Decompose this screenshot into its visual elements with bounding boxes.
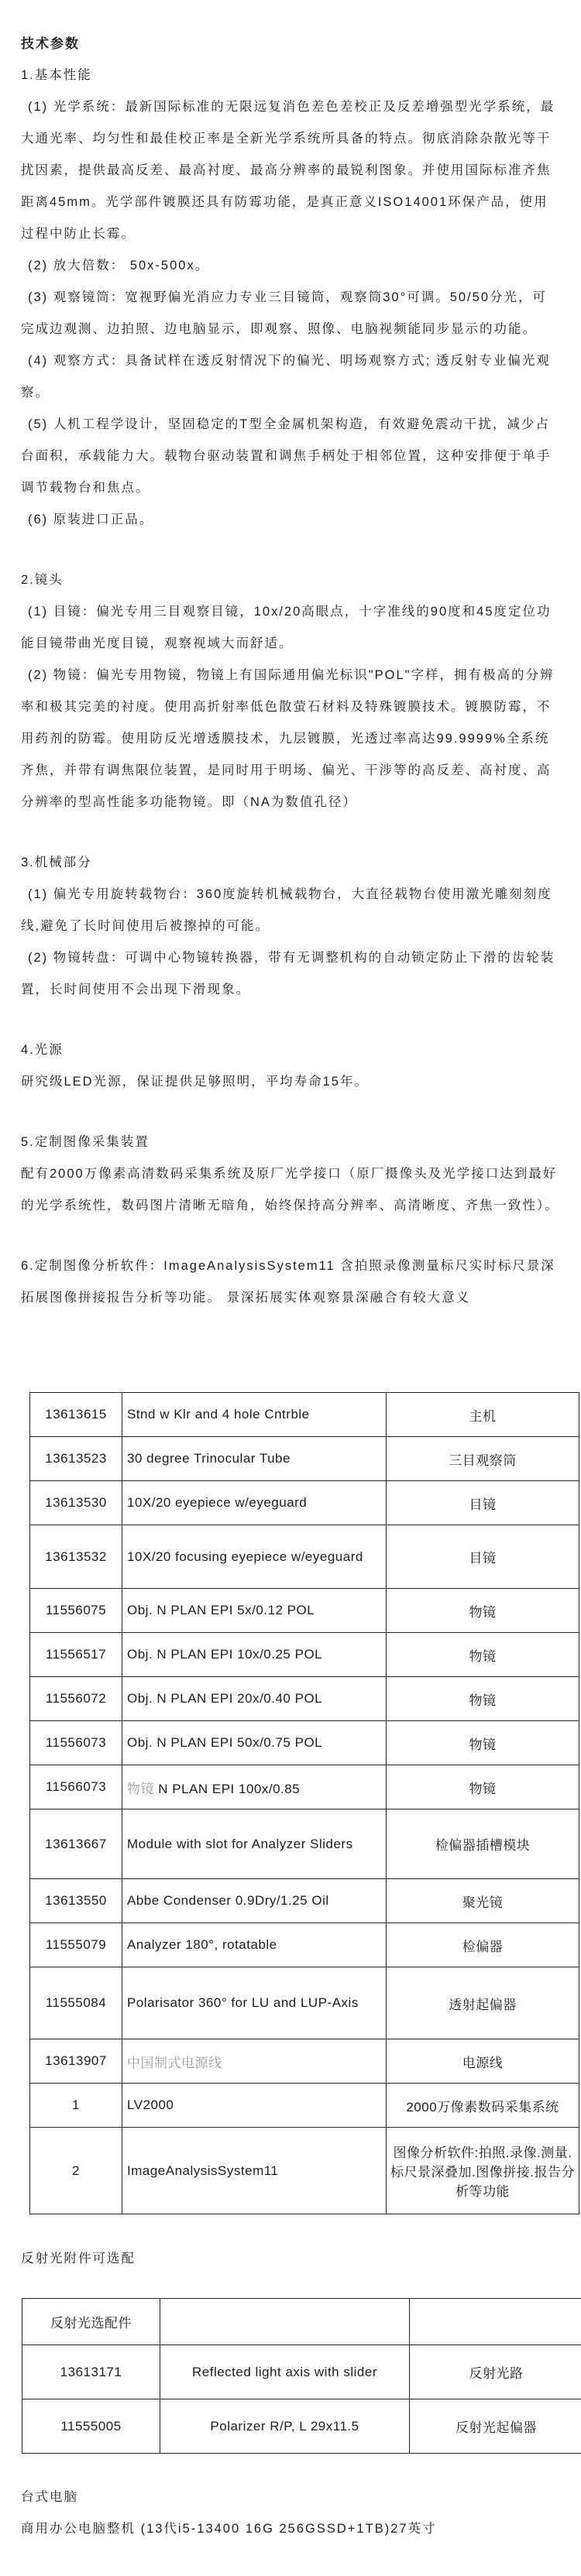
part-description-cell: Module with slot for Analyzer Sliders bbox=[122, 1809, 387, 1879]
desktop-pc-spec: 商用办公电脑整机 (13代i5-13400 16G 256GSSD+1TB)27英寸 bbox=[21, 2513, 561, 2545]
table-row bbox=[30, 2084, 579, 2128]
part-description-cell: Obj. N PLAN EPI 20x/0.40 POL bbox=[122, 1677, 387, 1721]
accessories-header-cell-empty bbox=[410, 2299, 581, 2345]
part-name-cell: 物镜 bbox=[387, 1721, 579, 1765]
part-name-cell: 反射光路 bbox=[410, 2345, 581, 2399]
table-row bbox=[30, 1633, 579, 1677]
accessories-table bbox=[22, 2298, 581, 2454]
table-row bbox=[30, 1589, 579, 1633]
paragraph: 配有2000万像素高清数码采集系统及原厂光学接口（原厂摄像头及光学接口达到最好的光学系统性，数码图片清晰无暗角，始终保持高分辨率、高清晰度、齐焦一致性）。 bbox=[21, 1158, 561, 1222]
paragraph: (2) 物镜：偏光专用物镜，物镜上有国际通用偏光标识"POL"字样，拥有极高的分辨率和极其完美的衬度。使用高折射率低色散萤石材料及特殊镀膜技术。镀膜防霉，不用药剂的防霉。使用防反光增透膜技术，九层镀膜，光透过率高达99.9999%全系统齐焦，并带有调焦限位装置，是同时用于明场、偏光、干涉等的高反差、高衬度、高分辨率的型高性能多功能物镜。即（NA为数值孔径） bbox=[21, 660, 561, 818]
parts-table bbox=[29, 1392, 579, 2214]
table-row bbox=[30, 1677, 579, 1721]
table-row bbox=[22, 2399, 581, 2454]
table-row bbox=[30, 1879, 579, 1923]
section-basic-performance bbox=[21, 60, 561, 536]
part-description-cell: Analyzer 180°, rotatable bbox=[122, 1923, 387, 1967]
section-mechanical bbox=[21, 847, 561, 1006]
accessories-header-cell-empty bbox=[160, 2299, 410, 2345]
section-heading: 2.镜头 bbox=[21, 564, 561, 596]
desktop-pc-heading: 台式电脑 bbox=[21, 2482, 561, 2513]
part-description-cell: Stnd w Klr and 4 hole Cntrble bbox=[122, 1393, 387, 1437]
paragraph: (2) 物镜转盘：可调中心物镜转换器，带有无调整机构的自动锁定防止下滑的齿轮装置，长时间使用不会出现下滑现象。 bbox=[21, 942, 561, 1006]
part-code-cell: 13613530 bbox=[30, 1481, 122, 1525]
part-name-cell: 透射起偏器 bbox=[387, 1967, 579, 2039]
section-heading: 5.定制图像采集装置 bbox=[21, 1127, 561, 1158]
part-description-cell bbox=[122, 1765, 387, 1809]
paragraph: (2) 放大倍数： 50x-500x。 bbox=[21, 250, 561, 282]
part-code-cell: 11556072 bbox=[30, 1677, 122, 1721]
paragraph: (1) 光学系统：最新国际标准的无限远复消色差色差校正及反差增强型光学系统，最大通光率、均匀性和最佳校正率是全新光学系统所具备的特点。彻底消除杂散光等干扰因素，提供最高反差、最高衬度、最高分辨率的最锐利图象。并使用国际标准齐焦距离45mm。光学部件镀膜还具有防霉功能，是真正意义ISO14001环保产品，使用过程中防止长霉。 bbox=[21, 91, 561, 250]
table-row bbox=[30, 1809, 579, 1879]
part-code-cell: 1 bbox=[30, 2084, 122, 2128]
table-row bbox=[30, 1481, 579, 1525]
part-code-cell: 13613532 bbox=[30, 1525, 122, 1589]
paragraph: 研究级LED光源，保证提供足够照明，平均寿命15年。 bbox=[21, 1066, 561, 1098]
part-name-cell: 物镜 bbox=[387, 1633, 579, 1677]
part-code-cell: 13613523 bbox=[30, 1437, 122, 1481]
paragraph: (5) 人机工程学设计，坚固稳定的T型全金属机架构造，有效避免震动干扰，减少占台面积，承载能力大。载物台驱动装置和调焦手柄处于相邻位置，这种安排便于单手调节载物台和焦点。 bbox=[21, 409, 561, 504]
table-row bbox=[30, 1525, 579, 1589]
part-description-cell: 30 degree Trinocular Tube bbox=[122, 1437, 387, 1481]
part-code-cell: 13613907 bbox=[30, 2039, 122, 2084]
table-row bbox=[30, 1967, 579, 2039]
part-name-cell: 检偏器 bbox=[387, 1923, 579, 1967]
table-header-row bbox=[22, 2299, 581, 2345]
part-code-cell: 11555005 bbox=[22, 2399, 160, 2454]
part-description-text: N PLAN EPI 100x/0.85 bbox=[158, 1782, 300, 1796]
part-description-cell: Polarizer R/P, L 29x11.5 bbox=[160, 2399, 410, 2454]
section-heading: 4.光源 bbox=[21, 1034, 561, 1066]
part-code-cell: 13613667 bbox=[30, 1809, 122, 1879]
part-code-cell: 11556517 bbox=[30, 1633, 122, 1677]
part-description-cell: LV2000 bbox=[122, 2084, 387, 2128]
table-row bbox=[30, 1721, 579, 1765]
table-row bbox=[30, 2039, 579, 2084]
part-name-cell: 三目观察筒 bbox=[387, 1437, 579, 1481]
part-description-cell: Polarisator 360° for LU and LUP-Axis bbox=[122, 1967, 387, 2039]
part-name-cell: 目镜 bbox=[387, 1525, 579, 1589]
optional-accessories-heading: 反射光附件可选配 bbox=[21, 2243, 561, 2275]
part-name-cell: 物镜 bbox=[387, 1765, 579, 1809]
table-row bbox=[30, 2128, 579, 2214]
accessories-header-cell: 反射光选配件 bbox=[22, 2299, 160, 2345]
part-code-cell: 2 bbox=[30, 2128, 122, 2214]
table-row bbox=[22, 2345, 581, 2399]
table-row bbox=[30, 1923, 579, 1967]
part-code-cell: 11556075 bbox=[30, 1589, 122, 1633]
section-heading: 3.机械部分 bbox=[21, 847, 561, 879]
part-code-cell: 11555084 bbox=[30, 1967, 122, 2039]
part-code-cell: 13613171 bbox=[22, 2345, 160, 2399]
paragraph: (4) 观察方式：具备试样在透反射情况下的偏光、明场观察方式; 透反射专业偏光观察。 bbox=[21, 345, 561, 409]
page-title: 技术参数 bbox=[21, 28, 561, 60]
part-name-cell: 聚光镜 bbox=[387, 1879, 579, 1923]
section-heading: 1.基本性能 bbox=[21, 60, 561, 91]
part-name-cell: 电源线 bbox=[387, 2039, 579, 2084]
part-name-cell: 2000万像素数码采集系统 bbox=[387, 2084, 579, 2128]
table-row bbox=[30, 1765, 579, 1809]
section-heading: 6.定制图像分析软件：ImageAnalysisSystem11 含拍照录像测量标尺实时标尺景深拓展图像拼接报告分析等功能。 景深拓展实体观察景深融合有较大意义 bbox=[21, 1250, 561, 1314]
part-description-cell: Obj. N PLAN EPI 5x/0.12 POL bbox=[122, 1589, 387, 1633]
section-image-capture bbox=[21, 1127, 561, 1222]
paragraph: (3) 观察镜筒：宽视野偏光消应力专业三目镜筒，观察筒30°可调。50/50分光，可完成边观测、边拍照、边电脑显示，即观察、照像、电脑视频能同步显示的功能。 bbox=[21, 282, 561, 345]
section-analysis-software bbox=[21, 1250, 561, 1314]
part-code-cell: 13613550 bbox=[30, 1879, 122, 1923]
part-name-cell: 目镜 bbox=[387, 1481, 579, 1525]
paragraph: (1) 偏光专用旋转载物台：360度旋转机械载物台，大直径载物台使用激光雕刻刻度线,避免了长时间使用后被擦掉的可能。 bbox=[21, 879, 561, 942]
part-description-cell: Abbe Condenser 0.9Dry/1.25 Oil bbox=[122, 1879, 387, 1923]
part-name-cell: 反射光起偏器 bbox=[410, 2399, 581, 2454]
section-lenses bbox=[21, 564, 561, 818]
part-name-cell: 主机 bbox=[387, 1393, 579, 1437]
part-name-cell: 图像分析软件:拍照.录像.测量.标尺景深叠加.图像拼接.报告分析等功能 bbox=[387, 2128, 579, 2214]
part-code-cell: 11556073 bbox=[30, 1721, 122, 1765]
paragraph: (1) 目镜：偏光专用三目观察目镜，10x/20高眼点，十字准线的90度和45度定位功能目镜带曲光度目镜，观察视域大而舒适。 bbox=[21, 596, 561, 660]
table-row bbox=[30, 1393, 579, 1437]
part-description-cell: 10X/20 eyepiece w/eyeguard bbox=[122, 1481, 387, 1525]
part-name-cell: 检偏器插槽模块 bbox=[387, 1809, 579, 1879]
part-code-cell: 13613615 bbox=[30, 1393, 122, 1437]
part-name-cell: 物镜 bbox=[387, 1589, 579, 1633]
part-description-cell: Obj. N PLAN EPI 50x/0.75 POL bbox=[122, 1721, 387, 1765]
part-description-cell: 中国制式电源线 bbox=[122, 2039, 387, 2084]
table-row bbox=[30, 1437, 579, 1481]
part-description-prefix: 物镜 bbox=[127, 1782, 158, 1796]
part-description-cell: ImageAnalysisSystem11 bbox=[122, 2128, 387, 2214]
spec-text-block bbox=[21, 28, 561, 1389]
part-description-cell: Reflected light axis with slider bbox=[160, 2345, 410, 2399]
part-code-cell: 11555079 bbox=[30, 1923, 122, 1967]
section-light-source bbox=[21, 1034, 561, 1098]
part-description-cell: 10X/20 focusing eyepiece w/eyeguard bbox=[122, 1525, 387, 1589]
part-description-cell: Obj. N PLAN EPI 10x/0.25 POL bbox=[122, 1633, 387, 1677]
part-code-cell: 11566073 bbox=[30, 1765, 122, 1809]
part-name-cell: 物镜 bbox=[387, 1677, 579, 1721]
paragraph: (6) 原装进口正品。 bbox=[21, 504, 561, 536]
